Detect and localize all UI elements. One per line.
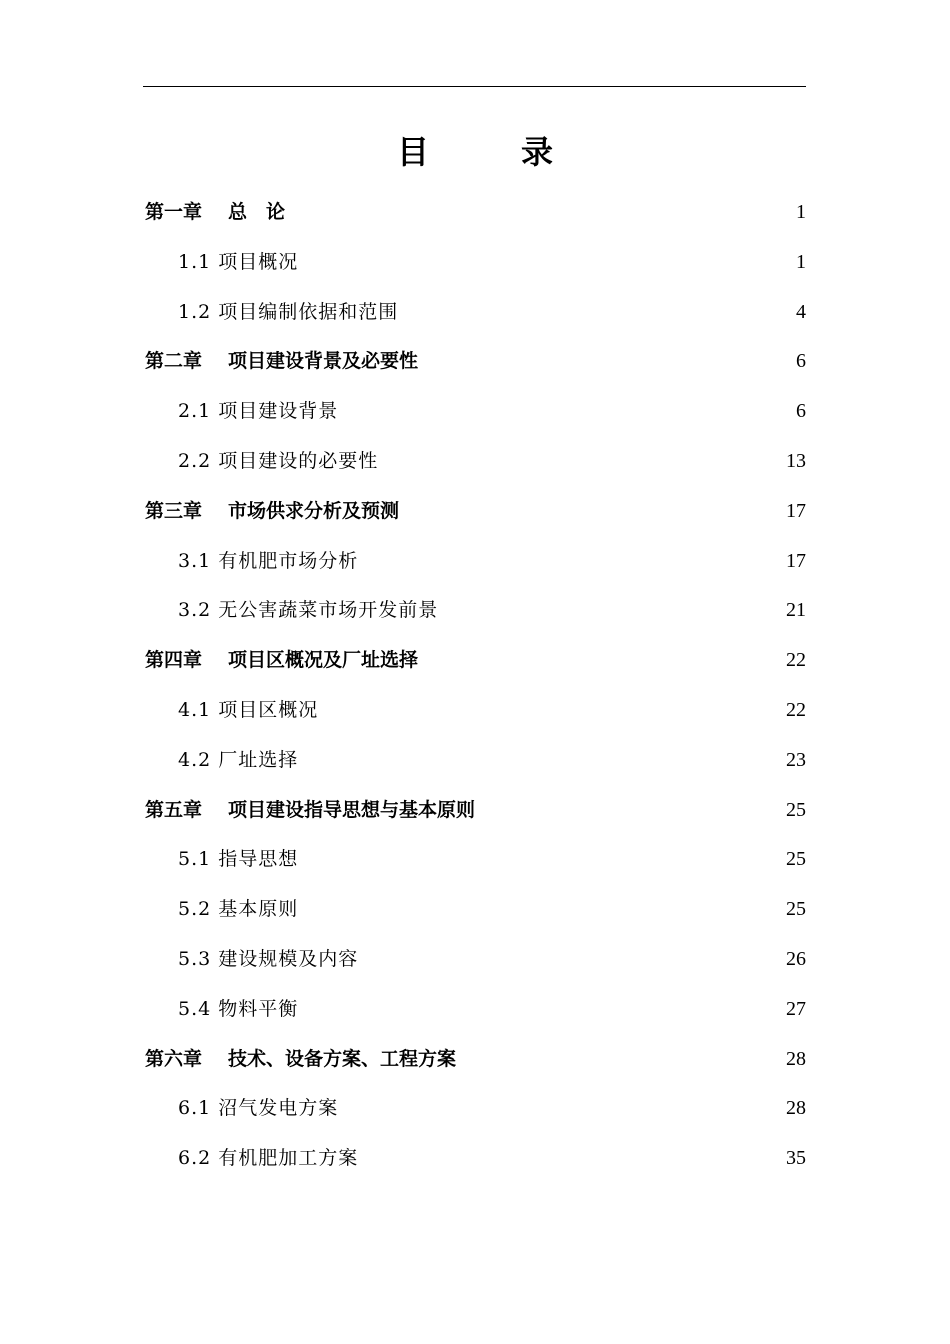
toc-entry-title: 有机肥加工方案 — [218, 1147, 359, 1170]
toc-entry-number: 6.2 — [178, 1147, 212, 1170]
toc-entry-section-5-1[interactable] — [145, 835, 806, 885]
toc-entry-section-5-4[interactable] — [145, 985, 806, 1035]
toc-entry-section-6-2[interactable] — [145, 1134, 806, 1184]
toc-entry-title: 无公害蔬菜市场开发前景 — [218, 599, 439, 622]
toc-entry-page: 21 — [786, 599, 806, 622]
toc-entry-page: 17 — [786, 549, 806, 572]
toc-entry-title: 指导思想 — [218, 848, 299, 871]
toc-entry-title: 项目区概况 — [218, 698, 319, 721]
toc-entry-page: 22 — [786, 649, 806, 672]
toc-entry-title: 技术、设备方案、工程方案 — [228, 1047, 457, 1070]
toc-entry-page: 23 — [786, 748, 806, 771]
toc-entry-number: 5.1 — [178, 848, 212, 871]
toc-entry-section-4-1[interactable] — [145, 686, 806, 736]
toc-entry-title: 项目建设指导思想与基本原则 — [228, 798, 476, 821]
toc-entry-chapter-1[interactable] — [145, 188, 806, 238]
toc-entry-chapter-5[interactable] — [145, 786, 806, 836]
toc-entry-chapter-6[interactable] — [145, 1035, 806, 1085]
toc-entry-title: 物料平衡 — [218, 997, 299, 1020]
toc-entry-page: 25 — [786, 898, 806, 921]
toc-entry-section-2-1[interactable] — [145, 387, 806, 437]
toc-entry-number: 5.4 — [178, 997, 212, 1020]
toc-entry-title: 总 论 — [228, 201, 286, 223]
toc-entry-section-1-2[interactable] — [145, 288, 806, 338]
toc-entry-section-5-3[interactable] — [145, 935, 806, 985]
toc-entry-section-6-1[interactable] — [145, 1084, 806, 1134]
toc-entry-number: 2.1 — [178, 400, 212, 423]
toc-entry-number: 5.2 — [178, 898, 212, 921]
toc-entry-page: 28 — [786, 1047, 806, 1070]
toc-entry-number: 3.1 — [178, 549, 212, 572]
toc-entry-page: 22 — [786, 698, 806, 721]
toc-entry-page: 6 — [796, 400, 806, 423]
toc-entry-title: 项目建设背景及必要性 — [228, 350, 419, 373]
toc-entry-page: 27 — [786, 997, 806, 1020]
toc-entry-page: 35 — [786, 1147, 806, 1170]
toc-entry-number: 5.3 — [178, 947, 212, 970]
toc-title: 目 录 — [396, 133, 583, 171]
table-of-contents — [145, 188, 806, 1184]
header-rule — [143, 86, 806, 87]
toc-entry-page: 25 — [786, 848, 806, 871]
toc-entry-section-5-2[interactable] — [145, 885, 806, 935]
toc-entry-number: 3.2 — [178, 599, 212, 622]
toc-entry-title: 沼气发电方案 — [218, 1097, 339, 1120]
toc-entry-title: 项目区概况及厂址选择 — [228, 649, 419, 672]
toc-entry-number: 6.1 — [178, 1097, 212, 1120]
toc-entry-title: 市场供求分析及预测 — [228, 499, 400, 522]
toc-entry-number: 第二章 — [145, 350, 203, 373]
toc-entry-number: 2.2 — [178, 449, 212, 472]
toc-entry-title: 项目建设背景 — [218, 400, 339, 423]
toc-entry-chapter-3[interactable] — [145, 487, 806, 537]
toc-entry-number: 第三章 — [145, 499, 203, 522]
toc-entry-section-3-1[interactable] — [145, 537, 806, 587]
toc-entry-number: 第一章 — [145, 201, 203, 223]
toc-entry-page: 4 — [796, 300, 806, 323]
toc-entry-page: 25 — [786, 798, 806, 821]
toc-entry-page: 26 — [786, 947, 806, 970]
toc-entry-page: 6 — [796, 350, 806, 373]
toc-entry-section-1-1[interactable] — [145, 238, 806, 288]
toc-entry-number: 1.1 — [178, 250, 212, 273]
toc-entry-section-2-2[interactable] — [145, 437, 806, 487]
toc-entry-number: 4.1 — [178, 698, 212, 721]
toc-entry-title: 项目概况 — [218, 250, 299, 273]
toc-entry-page: 13 — [786, 449, 806, 472]
toc-entry-section-3-2[interactable] — [145, 586, 806, 636]
toc-entry-number: 1.2 — [178, 300, 212, 323]
toc-entry-section-4-2[interactable] — [145, 736, 806, 786]
toc-entry-number: 4.2 — [178, 748, 212, 771]
toc-entry-title: 项目建设的必要性 — [218, 449, 379, 472]
toc-entry-title: 项目编制依据和范围 — [218, 300, 399, 323]
toc-entry-title: 有机肥市场分析 — [218, 549, 359, 572]
toc-entry-title: 基本原则 — [218, 898, 299, 921]
toc-entry-title: 建设规模及内容 — [218, 947, 359, 970]
toc-entry-page: 1 — [796, 250, 806, 273]
toc-entry-page: 1 — [796, 201, 806, 223]
toc-entry-page: 28 — [786, 1097, 806, 1120]
toc-entry-number: 第五章 — [145, 798, 203, 821]
toc-entry-chapter-4[interactable] — [145, 636, 806, 686]
toc-entry-number: 第四章 — [145, 649, 203, 672]
toc-entry-number: 第六章 — [145, 1047, 203, 1070]
toc-entry-chapter-2[interactable] — [145, 337, 806, 387]
toc-entry-page: 17 — [786, 499, 806, 522]
toc-entry-title: 厂址选择 — [218, 748, 299, 771]
